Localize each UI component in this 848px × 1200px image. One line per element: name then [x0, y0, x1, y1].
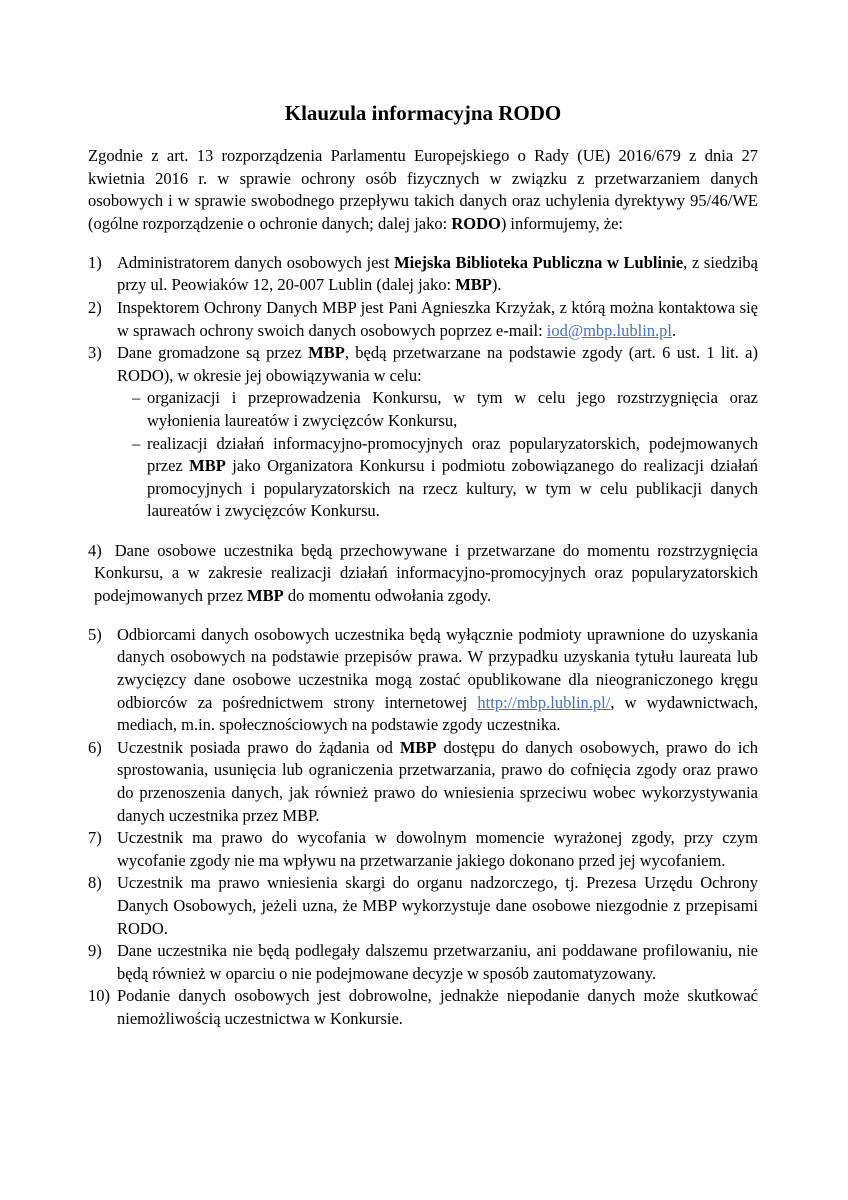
bold-mbp: MBP [247, 585, 284, 605]
website-link[interactable]: http://mbp.lublin.pl/ [477, 692, 611, 712]
item-text [117, 737, 758, 827]
item-text [117, 624, 758, 737]
text-segment: , będą przetwarzane na podstawie zgody (art. 6 ust. 1 lit. a) RODO), w okresie jej obowiązywania w celu: [117, 343, 758, 385]
document-title: Klauzula informacyjna RODO [284, 101, 562, 125]
item-number: 1) [88, 252, 102, 272]
text-segment: . [672, 320, 677, 340]
text-segment: Uczestnik ma prawo do wycofania w dowolnym momencie wyrażonej zgody, przy czym wycofanie zgody nie ma wpływu na przetwarzanie jakiego dokonano przed jej wycofaniem. [117, 828, 758, 870]
bold-mbp: MBP [308, 343, 345, 363]
sub-item-text [147, 387, 758, 432]
list-item-2 [88, 297, 758, 342]
item-text [117, 827, 758, 872]
item-number: 5) [88, 624, 102, 644]
text-segment: Zgodnie z art. 13 rozporządzenia Parlamentu Europejskiego o Rady (UE) 2016/679 z dnia 27 kwietnia 2016 r. w sprawie ochrony osób fizycznych w związku z przetwarzaniem danych osobowych i w sprawie swobodnego przepływu takich danych oraz uchylenia dyrektywy 95/46/WE (ogólne rozporządzenie o ochronie danych; dalej jako: [88, 146, 758, 233]
text-segment: dostępu do danych osobowych, prawo do ich sprostowania, usunięcia lub ograniczenia przetwarzania, prawo do cofnięcia zgody oraz prawo do przenoszenia danych, jak również prawo do wniesienia sprzeciwu wobec wykorzystywania danych uczestnika przez MBP. [117, 737, 758, 825]
bold-mbp: MBP [189, 456, 226, 476]
item-text [117, 252, 758, 297]
list-item-9 [88, 940, 758, 985]
sub-item-text [147, 433, 758, 523]
list-item-10 [88, 985, 758, 1030]
text-segment: Dane osobowe uczestnika będą przechowywane i przetwarzane do momentu rozstrzygnięcia Konkursu, a w zakresie realizacji działań informacyjno-promocyjnych oraz popularyzatorskich podejmowanych przez [94, 540, 758, 605]
text-segment: realizacji działań informacyjno-promocyjnych oraz popularyzatorskich, podejmowanych przez [147, 433, 758, 476]
list-item-1 [88, 252, 758, 297]
dash-bullet: – [132, 388, 141, 408]
intro-paragraph [88, 145, 758, 235]
text-segment: ) informujemy, że: [500, 213, 623, 233]
item-number: 2) [88, 298, 102, 318]
bold-mbp: MBP [455, 275, 492, 295]
numbered-list [88, 252, 758, 1031]
item-number: 3) [88, 343, 102, 363]
list-item-7 [88, 827, 758, 872]
sub-list-item-2 [117, 433, 758, 523]
text-segment: Uczestnik posiada prawo do żądania od [117, 737, 400, 757]
bold-mbp: MBP [399, 737, 437, 757]
text-segment: Dane uczestnika nie będą podlegały dalszemu przetwarzaniu, ani poddawane profilowaniu, nie będą również w oparciu o nie podejmowane decyzje w sposób zautomatyzowany. [117, 941, 758, 983]
item-number: 6) [88, 737, 102, 757]
text-segment: Uczestnik ma prawo wniesienia skargi do organu nadzorczego, tj. Prezesa Urzędu Ochrony Danych Osobowych, jeżeli uzna, że MBP wykorzystuje dane osobowe niezgodnie z przepisami RODO. [117, 873, 758, 938]
bold-rodo: RODO [451, 213, 501, 233]
text-segment: Dane gromadzone są przez [117, 343, 309, 363]
text-segment: Inspektorem Ochrony Danych MBP jest Pani Agnieszka Krzyżak, z którą można kontaktowa się w sprawach ochrony swoich danych osobowych poprzez e-mail: [117, 298, 758, 340]
item-number: 10) [88, 986, 110, 1006]
text-segment: Odbiorcami danych osobowych uczestnika będą wyłącznie podmioty uprawnione do uzyskania danych osobowych na podstawie przepisów prawa. W przypadku uzyskania tytułu laureata lub zwycięzcy dane osobowe uczestnika mogą zostać opublikowane dla nieograniczonego kręgu odbiorców za pośrednictwem strony internetowej [117, 624, 758, 712]
item-number: 4) [88, 540, 102, 560]
sub-list-item-1 [117, 387, 758, 432]
text-segment: , z siedzibą przy ul. Peowiaków 12, 20-007 Lublin (dalej jako: [117, 252, 758, 295]
text-segment: jako Organizatora Konkursu i podmiotu zobowiązanego do realizacji działań promocyjnych i popularyzatorskich na rzecz kultury, w tym w celu publikacji danych laureatów i zwycięzców Konkursu. [147, 456, 758, 521]
text-segment: organizacji i przeprowadzenia Konkursu, w tym w celu jego rozstrzygnięcia oraz wyłonienia laureatów i zwycięzców Konkursu, [147, 388, 758, 431]
text-segment: do momentu odwołania zgody. [283, 585, 492, 605]
bold-administrator-name: Miejska Biblioteka Publiczna w Lublinie [394, 252, 684, 272]
item-number: 9) [88, 941, 102, 961]
item-text [117, 297, 758, 342]
text-segment: , w wydawnictwach, mediach, m.in. społecznościowych na podstawie zgody uczestnika. [117, 692, 758, 735]
email-link[interactable]: iod@mbp.lublin.pl [546, 320, 672, 340]
item-number: 8) [88, 873, 102, 893]
text-segment: Podanie danych osobowych jest dobrowolne, jednakże niepodanie danych może skutkować niemożliwością uczestnictwa w Konkursie. [117, 986, 758, 1028]
item-text [117, 940, 758, 985]
list-item-5 [88, 624, 758, 737]
dash-bullet: – [132, 433, 141, 453]
item-text [117, 872, 758, 940]
list-item-4 [88, 540, 758, 608]
list-item-3 [88, 342, 758, 523]
list-item-6 [88, 737, 758, 827]
item-number: 7) [88, 828, 102, 848]
item-text [117, 985, 758, 1030]
text-segment: ). [491, 275, 502, 295]
item-paragraph [117, 342, 758, 387]
document-content [88, 0, 758, 1030]
list-item-8 [88, 872, 758, 940]
item-text [117, 342, 758, 523]
text-segment: Administratorem danych osobowych jest [117, 252, 395, 272]
